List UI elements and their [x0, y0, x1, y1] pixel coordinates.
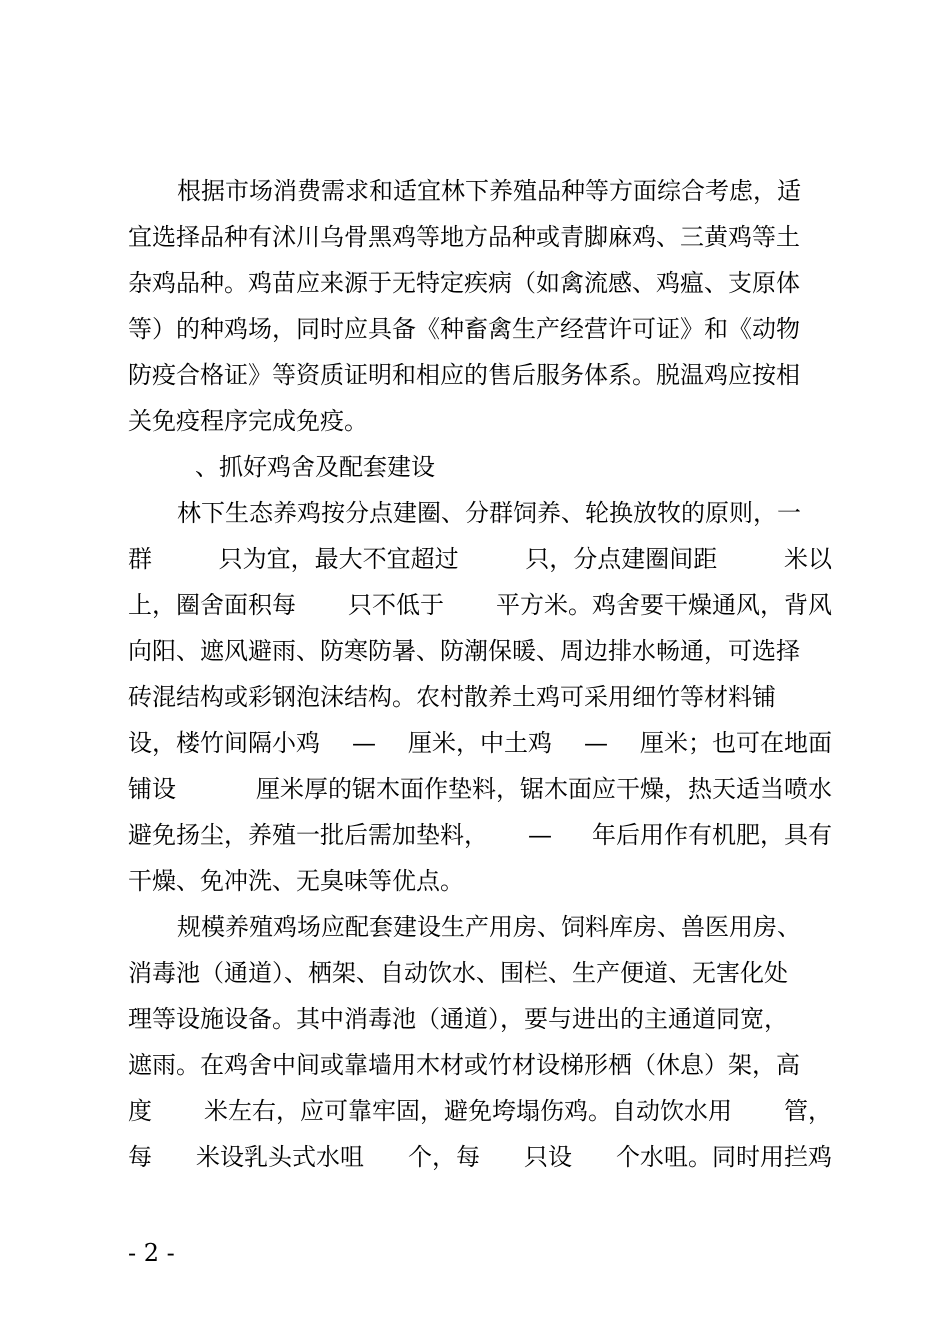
text-segment: 等）的种鸡场，同时应具备《种畜禽生产经营许可证》和《动物 — [128, 315, 800, 343]
text-segment: — — [352, 729, 376, 757]
text-segment: 消毒池（通道）、栖架、自动饮水、围栏、生产便道、无害化处 — [128, 959, 788, 987]
text-segment: 年后用作有机肥，具有 — [592, 821, 832, 849]
text-line — [128, 766, 832, 812]
text-segment: 防疫合格证》等资质证明和相应的售后服务体系。脱温鸡应按相 — [128, 361, 800, 389]
text-line — [128, 674, 832, 720]
text-segment: 林下生态养鸡按分点建圈、分群饲养、轮换放牧的原则，一 — [177, 499, 801, 527]
text-line — [128, 858, 832, 904]
text-segment: 、抓好鸡舍及配套建设 — [195, 453, 435, 481]
text-line — [128, 812, 832, 858]
text-line — [128, 260, 832, 306]
text-line — [128, 490, 832, 536]
text-line — [128, 1134, 832, 1180]
text-line — [128, 720, 832, 766]
text-segment: — — [584, 729, 608, 757]
text-segment: 避免扬尘，养殖一批后需加垫料， — [128, 821, 488, 849]
text-segment: 米设乳头式水咀 — [196, 1143, 364, 1171]
text-line — [128, 996, 832, 1042]
text-line — [128, 214, 832, 260]
text-segment: 规模养殖鸡场应配套建设生产用房、饲料库房、兽医用房、 — [177, 913, 801, 941]
text-segment: 干燥、免冲洗、无臭味等优点。 — [128, 867, 464, 895]
text-segment: 遮雨。在鸡舍中间或靠墙用木材或竹材设梯形栖（休息）架，高 — [128, 1051, 800, 1079]
text-line — [128, 352, 832, 398]
text-segment: 平方米。鸡舍要干燥通风，背风 — [496, 591, 832, 619]
text-segment: 管， — [784, 1097, 832, 1125]
text-segment: 上，圈舍面积每 — [128, 591, 296, 619]
body-text — [128, 168, 832, 1180]
text-segment: 设，楼竹间隔小鸡 — [128, 729, 320, 757]
text-line — [128, 582, 832, 628]
text-line — [128, 628, 832, 674]
text-segment: 只，分点建圈间距 — [525, 545, 718, 573]
text-segment: 个，每 — [408, 1143, 480, 1171]
text-line — [128, 950, 832, 996]
text-segment: 只不低于 — [348, 591, 444, 619]
text-segment: — — [528, 821, 552, 849]
text-segment: 米左右，应可靠牢固，避免垮塌伤鸡。自动饮水用 — [204, 1097, 732, 1125]
text-segment: 砖混结构或彩钢泡沫结构。农村散养土鸡可采用细竹等材料铺 — [128, 683, 776, 711]
text-line — [128, 536, 832, 582]
text-line — [128, 1088, 832, 1134]
text-segment: 铺设 — [128, 775, 176, 803]
text-segment: 每 — [128, 1143, 152, 1171]
text-line — [128, 398, 832, 444]
text-segment: 个水咀。同时用拦鸡 — [616, 1143, 832, 1171]
text-line — [128, 904, 832, 950]
text-segment: 厘米厚的锯木面作垫料，锯木面应干燥，热天适当喷水 — [256, 775, 832, 803]
page-number: - 2 - — [128, 1239, 175, 1267]
text-line — [128, 168, 832, 214]
text-segment: 厘米；也可在地面 — [640, 729, 832, 757]
text-segment: 宜选择品种有沭川乌骨黑鸡等地方品种或青脚麻鸡、三黄鸡等土 — [128, 223, 800, 251]
section-heading — [128, 444, 832, 490]
text-segment: 只为宜，最大不宜超过 — [218, 545, 459, 573]
text-segment: 杂鸡品种。鸡苗应来源于无特定疾病（如禽流感、鸡瘟、支原体 — [128, 269, 800, 297]
text-segment: 群 — [128, 545, 152, 573]
text-segment: 关免疫程序完成免疫。 — [128, 407, 368, 435]
text-segment: 根据市场消费需求和适宜林下养殖品种等方面综合考虑，适 — [177, 177, 801, 205]
text-segment: 向阳、遮风避雨、防寒防暑、防潮保暖、周边排水畅通，可选择 — [128, 637, 800, 665]
text-segment: 只设 — [524, 1143, 572, 1171]
text-segment: 米以 — [783, 545, 832, 573]
text-line — [128, 1042, 832, 1088]
text-line — [128, 306, 832, 352]
text-segment: 理等设施设备。其中消毒池（通道），要与进出的主通道同宽， — [128, 1005, 788, 1033]
text-segment: 度 — [128, 1097, 152, 1125]
text-segment: 厘米，中土鸡 — [408, 729, 552, 757]
